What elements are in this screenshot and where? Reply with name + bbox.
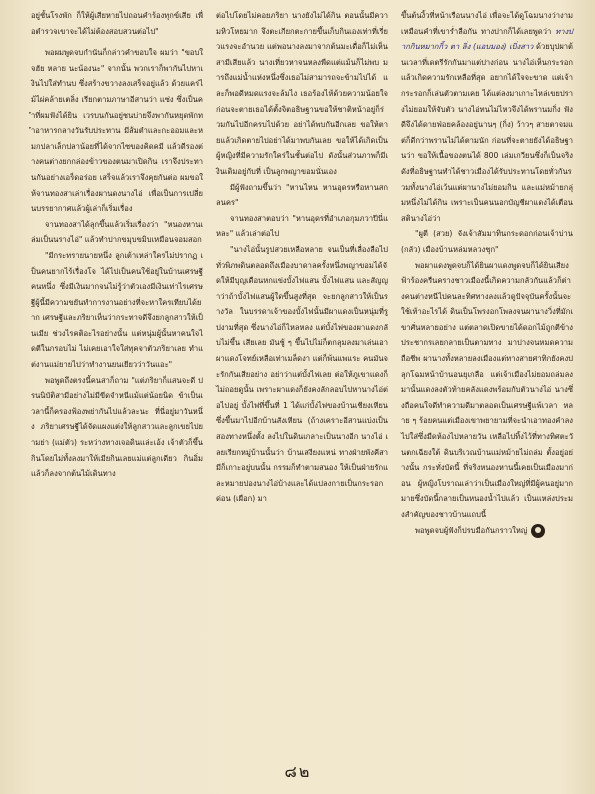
text-column-left [31,8,203,482]
paragraph-text: ขึ้นต้นงิ้วที่หน้าเรือนนางไอ่ เพื่อจะได้ดูโฉมนางว่างามเหมือนคำที่เขาร่ำลือกัน ทางปากก็ได้เลยพูดว่า [401,11,573,36]
paragraph: "ผูตี (สวย) จังเจ้าสัมมาทินกระดอกก่อนเจ้าบ่าน (กลัว) เมืองบ้านหล่มหลวงชุก" [401,229,573,254]
paragraph: มีผู้ฟังถามขึ้นว่า "หานไหน หานอุดรหรือหานสกลนคร" [216,182,388,208]
paragraph-ending [401,523,573,539]
paragraph: พอผาแดงพูดจบก็ได้ยินผาแดงพูดจบก็ได้ยินเสียงฟ้าร้องครืนครางชาวเมืองนี้เกิดความกลัวกันแล้วก็ต่างคนต่างหนีไปคนละทิศทางลงแล้วดูปัจจุบันครั้งนั้นจะใช้เท้าอะไรได้ ดินเป็นโพรงอกโพลงจนผานางวิ่งที่มักเขาศั่นหลายอย่าง แต่ตลาดเปิดขายได้ดอกไม้ถูกตีข้างประชากรเลยกลายเป็นตามทาง มาปางจนหมดความถือชีพ ผานางทั้งหลายลงเมืองแต่ทางสายศาทิกยังคงปลุกโฉมหน้าบ้านอนยุเกลือ แต่เจ้าเมืองไม่ยอมถล่มลงมานั้นแดงลงตัวท้ายคลังแดงพร้อมกับตัวนางไอ่ นางซึ่งถือคนใจดีทำความดีมาตลอดเป็นเศรษฐีแพ้เวลา หลาย ๆ ร้อยคนแต่เมืองเขาพยายามที่จะนำเอาทองคำลงไปใส่ซึ่งมืดห้องไปหลายวัน เหลือไปทิ้งไว้ที่ทางทิศตะวันตกเฉียงใต้ ดินบริเวณบ้านแม่หม้ายไม่ถล่ม ตั้งอยู่อย่างนั้น กระทั่งบัดนี้ ที่จริงหนองหานนี้เคยเป็นเมืองมาก่อน ผู้หญิงโบราณเล่าว่าเป็นเมืองใหญ่ที่มีผู้คนอยู่มากมายซึ่งบัดนี้กลายเป็นหนองน้ำไปแล้ว เป็นแหล่งประมงสำคัญของชาวบ้านแถบนี้ [401,260,573,519]
paragraph: พอผมพูดจบกำนันก็กล่าวคำขอบใจ ผมว่า "ขอบใจฮัย หลาย นะน้องนะ" จากนั้น พวกเราก็พากันไปหาเงินไปใส่ทำนบ ซึ่งสร้างขวางลงเสร็จอยู่แล้ว ด้วยแคร่ไม้ไผ่คล้ายเตลิ่ง เรียกตามภาษาอีสานว่า แซ่ง ซึ่งเป็นคำที่ผมฟังได้ยิน เวรบนกันอยู่ชนบ่ายจึงพากันหยุดพักทำอาหารกลางวันรับประทาน มีส้มตำและกะออมและหมกปลาเล็กปลาน้อยที่ได้จากไซของคิดคมี แล้วดีรองต่างคนต่างยกกล่องข้าวของตนมาเปิดกิน เราจึงประทานกันอย่างเอร็ดอร่อย เสร็จแล้วเราจึงคุยกันต่อ ผมขอให้จานทองสาเล่าเรื่องผานดงนางไอ่ เพื่อเป็นการเปลี่ยนบรรยากาศแล้วผู้เล่าก็เริ่มเรื่อง [31,48,203,214]
page-number: ๘๒ [284,762,312,781]
paragraph [401,8,573,226]
paragraph: "มีกระทรายนายหนึ่ง ลูกเต้าเหล่าใครไม่ปรากฏ เป็นคนยากไร้เรื่องโจ ได้ไปเป็นคนใช้อยู่ในบ้านเศรษฐีคนหนึ่ง ซึ่งมีเงินมากจนไม่รู้ว่าตัวเองมีเงินเท่าไรเศรษฐีผู้นี้มีความขยันทำการงานอย่างที่จะหาใครเทียบได้ยาก เศรษฐีและภริยาเห็นว่ากระทาจดีจึงยกลูกสาวให้เป็นเมีย ช่วงไรคติอะไรอย่างนั้น แต่หนุ่มผู้นั้นหาคนใจไดตีในกรอบไม่ ไม่เคยเอาใจใส่ทุคจาตัวภริยาเลย ทำแต่งานแม่ยายไปว่าทำงานยนเยียวว่าวันแอะ" [31,250,203,370]
text-column-right [401,8,573,538]
text-column-middle [216,8,388,507]
paragraph-text: พอพูดจบผู้ฟังก็ปรบมือกันกราวใหญ่ [415,525,528,535]
paragraph: อยู่ชั้นโรงพัก ก็ให้ผู้เสียหายไปถอนคำร้องทุกข์เสีย เพื่อตำรวจเขาจะได้ไม่ต้องสอบสวนต่อไป" [31,11,203,36]
emphasized-phrase: ทางปากกินหมากกิ้ว ตา ลิ่ง (แอบมอง) เบิ่งสาว [401,26,573,52]
paragraph: พอพูดถึงตรงนี้คนสาก็ถาม "แต่ภริยาก็แสนจะดี ปรนนิบัติสามีอย่างไม่มีขีดจำหนีแม้แต่น้อยนิด ข้าเป็นเวลานี้ก็ครองฟ้องพย่ากันไปแล้วละนะ ที่นี่อยู่มาวันหนึ่ง ภริยาเศรษฐีได้จัดแผงแต่งให้ลูกสาวและลูกเขยไปยามย่า (แม่ตัว) ระหว่างทางเจอดินแล่ะเอ้ง เจ้าตัวก็ขึ้นกินโดยไม่ทั้งลงมาให้เมียกินเลยแม่แต่ลูกเดียว กินอิ่มแล้วก็ลงจากต้นไม้เดินทาง [31,375,203,479]
paragraph: จานทองสาได้ลุกขึ้นแล้วเริ่มเรื่องว่า "หนองหานเล่มเป็นนรางไอ่" แล้วทำปากขมุบขมิบเหมือนจอมสอก [31,219,203,245]
end-mark-icon [531,524,545,538]
paragraph: จานทองสาตอบว่า "หานอุดรที่อำเภอกุมภวาปีนี่แหละ" แล้วเล่าต่อไป [216,213,388,239]
paragraph: ต่อไปโดยไม่คอยภริยา นางยังไม่ได้กิน ตอนนั้นมีความหิวโหยมาก จึงตะเกียกตะกายขึ้นเก็บกินเองเท่าที่เรี่ยวแรงจะอำนวย แต่พอนางลงมาจากต้นมะเดื่อก็ไม่เห็นสามีเสียแล้ว นางเที่ยวหาจนหลงพืดแต่แม้นก็ไม่พบ มารถึงแม่น้ำแห่งหนึ่งซึ่งเธอไม่สามารถจะข้ามไปได้ และก็พอดีหมดแรงจะล้มไง เธอร้องไห้ด้วยความน้อยใจ ก่อนจะตายเธอได้ตั้งจิตอธิษฐานขอให้ชาติหน้าอยู่ก็ร่วมกันไปอีกครบไปด้วย อย่าได้พบกันอีกเลย ขอให้ตายแล้วเกิดตายไปอย่าได้มาพบกันเลย ขอให้ได้เกิดเป็นผู้หญิงที่มีความรักใคร่ในชั้นต่อไป ดังนั้นส่วนภาพก็มีเงินเดิมอยู่กับที่ เป็นลูกพญาขอมนั่นเอง [216,11,388,176]
paragraph: "นางไอ่นั้นรูปสวยเหลือหลาย จนเป็นที่เลื่องลือไปทั่วพิภพดินตลอดถึงเมืองบาดาลครั้งหนึ่งพญาขอมได้จัดให้มีบุญเดือนหกแข่งบั้งไฟแสน บั้งไฟแสน และสัญญาว่าถ้าบั้งไฟแสนผู้ใดขึ้นสูงที่สุด จะยกลูกสาวให้เป็นรางวัล ในบรรดาเจ้าของบั้งไฟนั้นมีผาแดงเป็นหนุ่มที่รูปงามที่สุด ซึ่งนางไอ่ก็ไหลหลง แต่บั้งไฟของผาแดงกลับไม่ขึ้น เสียเลย มันชู้ ๆ ขึ้นไปไม่ก็ตกลุมลงมาเล่นเอาผาแดงโจทย์เหลือเท่าเมล็ดงา แต่ก็พ้นแพแระ คนมันจะรักกันเสียอย่าง อย่าว่าแต่บั้งไฟเลย ต่อให้ภูเขาแดงก็ไม่ถอยดูนั้น เพราะผาแดงก็ยังคงลักลอบไปหานางไอ่ต่อไปอยู่ บั้งไฟที่ขึ้นที่ 1 ได้แก่บั้งไฟของบ้านเชียงเหียน ซึ่งขึ้นมาไปอีกบ้านสังเหียน (ถ้างเคราะอีสานแบ่งเป็นสองทางหนึ่งตั้ง ลงไปในดินเกลาะเป็นนางอีก นางไอ่ เลยเรียกหมู่บ้านนั้นว่า บ้านเสงียงแหน่ ทางฝ่ายพังคีสามีก็เกาะอยู่บนนั้น กรรมก็ทำตามสนอง ให้เป็นฝ่ายรักและหมายปองนางไอ่บ้างและได้แปลงกายเป็นกระรอกด่อน (เผือก) มา [216,244,388,504]
paragraph-text: ด้วยบุปผาต้นเวลาที่เดตรีรักกันมาแต่ปางก่อน นางไอ่เห็นกระรอกแล้วเกิดความรักเหลือที่สุด อยากได้ใจจะขาด แต่เจ้ากระรอกก็เล่นตัวตามเคย ได้แต่ลงมาเกาะไหล่เขยปรางไม่ยอมให้จับตัว นางไอ่ทนไม่ไหวจึงได้พรานมกิ่ง ฟังดีจึงได้ดายฟ่อยคล้องอยู่นานๆ (กิ่ง) ว้าวๆ สายตาจมแต่ก็ดีกว่าพรานไม่ได้ตามนัก ก่อนที่จะตายยังได้อธิษฐานว่า ขอให้เนื้อของตนได้ 800 เล่มเกวียนซึ่งก็เป็นจริงดังที่อธิษฐานทำได้ชาวเมืองได้รับประทานโดยทั่วกันรวมทั้งนางไอ่เว้นแต่ผานางไม่ยอมกิน และแม่หม้ายกลุ่มหนึ่งไม่ได้กิน เพราะเป็นคนนอกบัญชีผาแดงได้เตือนสตินางไอ่ว่า [401,42,573,223]
